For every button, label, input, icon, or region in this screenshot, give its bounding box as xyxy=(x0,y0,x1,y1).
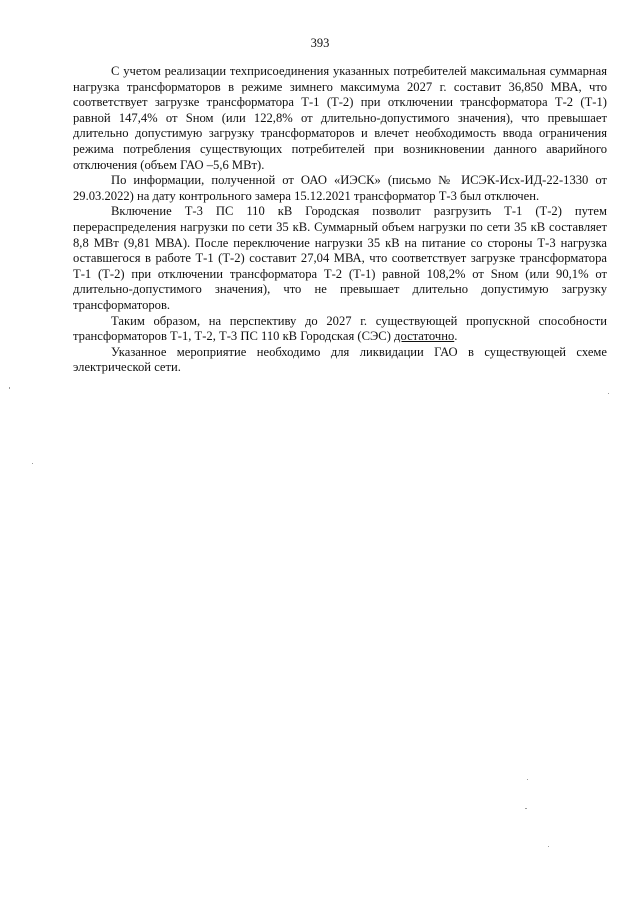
paragraph-measure-note: Указанное мероприятие необходимо для ликвидации ГАО в существующей схеме электрической сети. xyxy=(73,344,607,375)
scan-speck xyxy=(548,846,549,847)
scan-speck xyxy=(525,808,527,809)
conclusion-underlined-word: достаточно xyxy=(394,329,455,344)
page-number: 393 xyxy=(310,36,330,50)
conclusion-period: . xyxy=(454,329,458,344)
document-body xyxy=(73,64,607,376)
paragraph-iesk-information: По информации, полученной от ОАО «ИЭСК» (письмо № ИСЭК-Исх-ИД-22-1330 от 29.03.2022) на дату контрольного замера 15.12.2021 трансформатор Т-3 был отключен. xyxy=(73,173,607,203)
paragraph-load-forecast: С учетом реализации техприсоединения указанных потребителей максимальная суммарная нагрузка трансформаторов в режиме зимнего максимума 2027 г. составит 36,850 МВА, что соответствует загрузке трансформатора Т-1 (Т-2) при отключении трансформатора Т-2 (Т-1) равной 147,4% от Sном (или 122,8% от длительно-допустимого значения), что превышает длительно допустимую загрузку трансформаторов и влечет необходимость ввода ограничения режима потребления существующих потребителей при возникновении данного аварийного отключения (объем ГАО –5,6 МВт). xyxy=(73,64,607,172)
scan-speck xyxy=(608,393,609,394)
scan-speck xyxy=(9,387,10,389)
conclusion-text: Таким образом, на перспективу до 2027 г. существующей пропускной способности трансформаторов Т-1, Т-2, Т-3 ПС 110 кВ Городская (СЭС) xyxy=(73,313,607,344)
paragraph-conclusion xyxy=(73,314,607,345)
scan-speck xyxy=(32,463,33,464)
scan-speck xyxy=(527,779,528,780)
paragraph-t3-activation: Включение Т-3 ПС 110 кВ Городская позволит разгрузить Т-1 (Т-2) путем перераспределения нагрузки по сети 35 кВ. Суммарный объем нагрузки по сети 35 кВ составляет 8,8 МВт (9,81 МВА). После переключение нагрузки 35 кВ на питание со стороны Т-3 нагрузка оставшегося в работе Т-1 (Т-2) составит 27,04 МВА, что соответствует загрузке трансформатора Т-1 (Т-2) при отключении трансформатора Т-2 (Т-1) равной 108,2% от Sном (или 90,1% от длительно-допустимого значения), что не превышает длительно допустимую загрузку трансформаторов. xyxy=(73,204,607,312)
